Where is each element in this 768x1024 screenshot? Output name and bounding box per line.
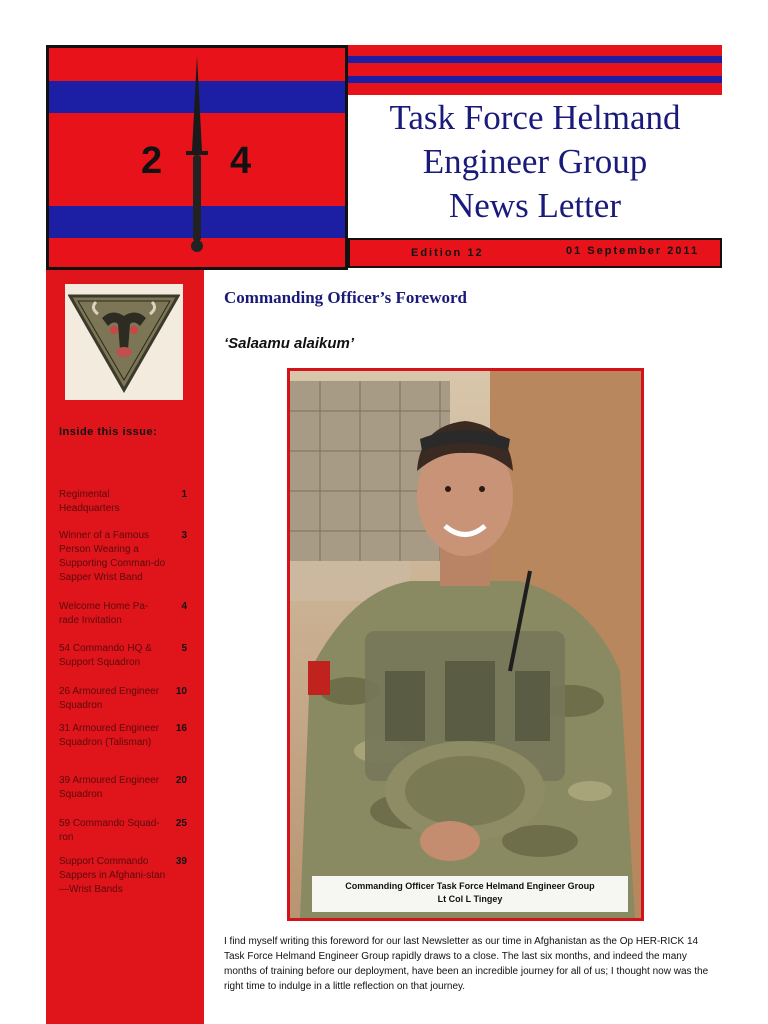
toc-label: Support Commando Sappers in Afghani-stan—Wrist Bands [59, 856, 166, 895]
article-body: I find myself writing this foreword for our last Newsletter as our time in Afghanistan as the Op HER-RICK 14 Task Force Helmand Engineer Group rapidly draws to a close. The last six months, and indeed the many months of training before our deployment, have been an incredible journey for all of us; I thought now was the right time to indulge in a little reflection on that journey. [224, 936, 709, 992]
toc-label: 54 Commando HQ & Support Squadron [59, 643, 152, 668]
toc-item[interactable] [59, 774, 195, 802]
bull-head-triangle-badge-icon [68, 290, 180, 394]
unit-badge [65, 284, 183, 400]
toc-page: 20 [175, 775, 187, 786]
toc-item[interactable] [59, 855, 195, 897]
toc-label: Regimental Headquarters [59, 489, 120, 514]
toc-page: 39 [175, 856, 187, 867]
toc-label: 59 Commando Squad-ron [59, 818, 160, 843]
photo-caption-line-1: Commanding Officer Task Force Helmand Engineer Group [345, 881, 595, 891]
toc-label: 26 Armoured Engineer Squadron [59, 686, 160, 711]
logo-number-left: 2 [141, 140, 163, 182]
officer-photo [287, 368, 644, 921]
toc-heading: Inside this issue: [59, 426, 158, 438]
toc-label: 39 Armoured Engineer Squadron [59, 775, 160, 800]
edition-bar [348, 238, 722, 268]
newsletter-title [348, 96, 722, 228]
toc-page: 4 [181, 601, 187, 612]
logo-number-right: 4 [230, 140, 252, 182]
article-greeting: ‘Salaamu alaikum’ [224, 335, 355, 352]
toc-item[interactable] [59, 529, 195, 585]
article-heading: Commanding Officer’s Foreword [224, 288, 467, 307]
toc-item[interactable] [59, 642, 195, 670]
toc-item[interactable] [59, 722, 195, 750]
toc-label: Winner of a Famous Person Wearing a Supporting Comman-do Sapper Wrist Band [59, 530, 166, 583]
dagger-icon [184, 56, 210, 256]
newsletter-logo [46, 45, 348, 270]
edition-date: 01 September 2011 [566, 245, 700, 257]
toc-item[interactable] [59, 600, 195, 628]
toc-page: 1 [181, 489, 187, 500]
title-line-2: Engineer Group [422, 142, 648, 181]
toc-page: 16 [175, 723, 187, 734]
toc-page: 10 [175, 686, 187, 697]
sidebar [46, 270, 204, 1024]
photo-caption-line-2: Lt Col L Tingey [437, 894, 503, 904]
toc-label: Welcome Home Pa-rade Invitation [59, 601, 149, 626]
toc-page: 3 [181, 530, 187, 541]
toc-label: 31 Armoured Engineer Squadron (Talisman) [59, 723, 160, 748]
photo-caption [312, 876, 628, 912]
soldier-photo-image [290, 371, 641, 918]
header-stripes [348, 45, 722, 95]
title-line-1: Task Force Helmand [389, 98, 681, 137]
toc-item[interactable] [59, 817, 195, 845]
toc-page: 25 [175, 818, 187, 829]
toc-page: 5 [181, 643, 187, 654]
edition-number: Edition 12 [411, 247, 484, 259]
title-line-3: News Letter [448, 186, 621, 225]
toc-item[interactable] [59, 685, 195, 713]
toc-item[interactable] [59, 488, 195, 516]
